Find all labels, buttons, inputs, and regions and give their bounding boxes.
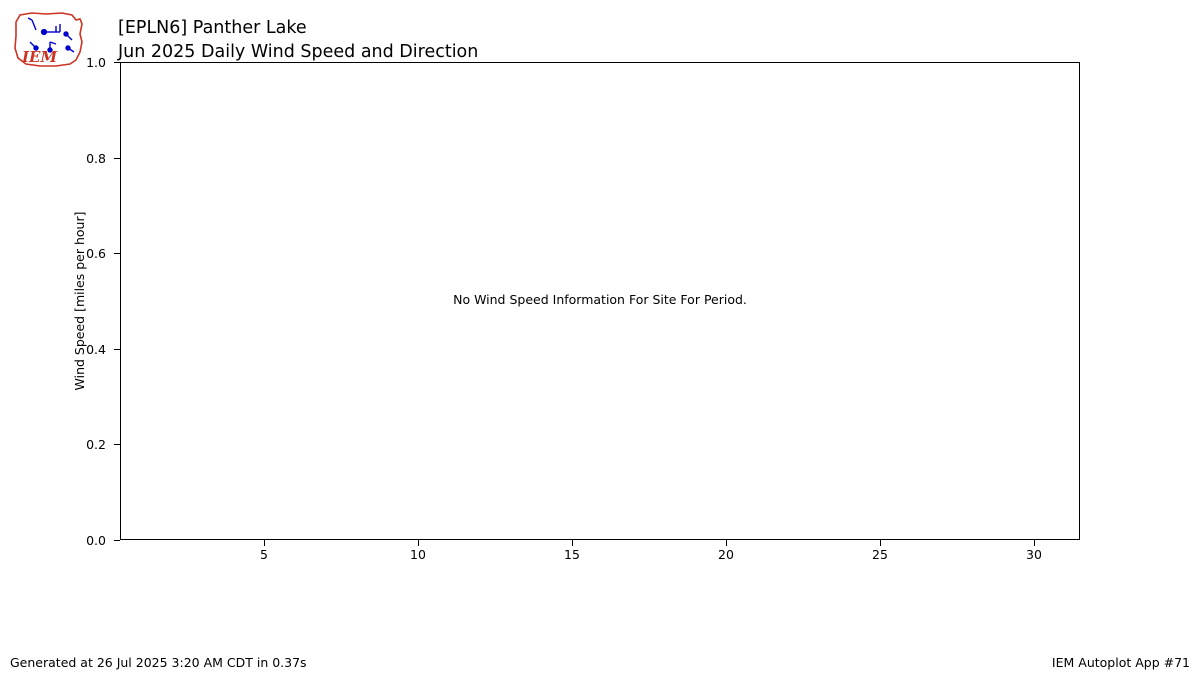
y-axis-label: Wind Speed [miles per hour] xyxy=(72,211,87,391)
chart-title-line-1: [EPLN6] Panther Lake xyxy=(118,18,307,38)
x-tick-label: 25 xyxy=(872,547,888,562)
y-tick-label: 0.0 xyxy=(86,533,106,548)
y-tick-mark xyxy=(114,540,120,541)
iem-logo-text: IEM xyxy=(22,48,58,66)
no-data-annotation: No Wind Speed Information For Site For Period. xyxy=(453,292,747,307)
plot-area xyxy=(120,62,1080,540)
x-tick-mark xyxy=(726,540,727,546)
x-tick-label: 5 xyxy=(260,547,268,562)
x-tick-label: 10 xyxy=(410,547,426,562)
x-tick-mark xyxy=(418,540,419,546)
x-tick-label: 20 xyxy=(718,547,734,562)
chart-title-line-2: Jun 2025 Daily Wind Speed and Direction xyxy=(118,42,479,62)
y-tick-label: 1.0 xyxy=(86,55,106,70)
y-tick-label: 0.8 xyxy=(86,151,106,166)
page-title xyxy=(118,16,1018,64)
x-tick-mark xyxy=(880,540,881,546)
x-tick-mark xyxy=(572,540,573,546)
app-attribution: IEM Autoplot App #71 xyxy=(1051,655,1190,670)
x-tick-mark xyxy=(1034,540,1035,546)
y-tick-label: 0.2 xyxy=(86,437,106,452)
y-tick-label: 0.4 xyxy=(86,342,106,357)
y-tick-label: 0.6 xyxy=(86,246,106,261)
x-tick-label: 30 xyxy=(1026,547,1042,562)
x-tick-mark xyxy=(264,540,265,546)
generated-timestamp: Generated at 26 Jul 2025 3:20 AM CDT in 0.37s xyxy=(10,655,307,670)
x-tick-label: 15 xyxy=(564,547,580,562)
